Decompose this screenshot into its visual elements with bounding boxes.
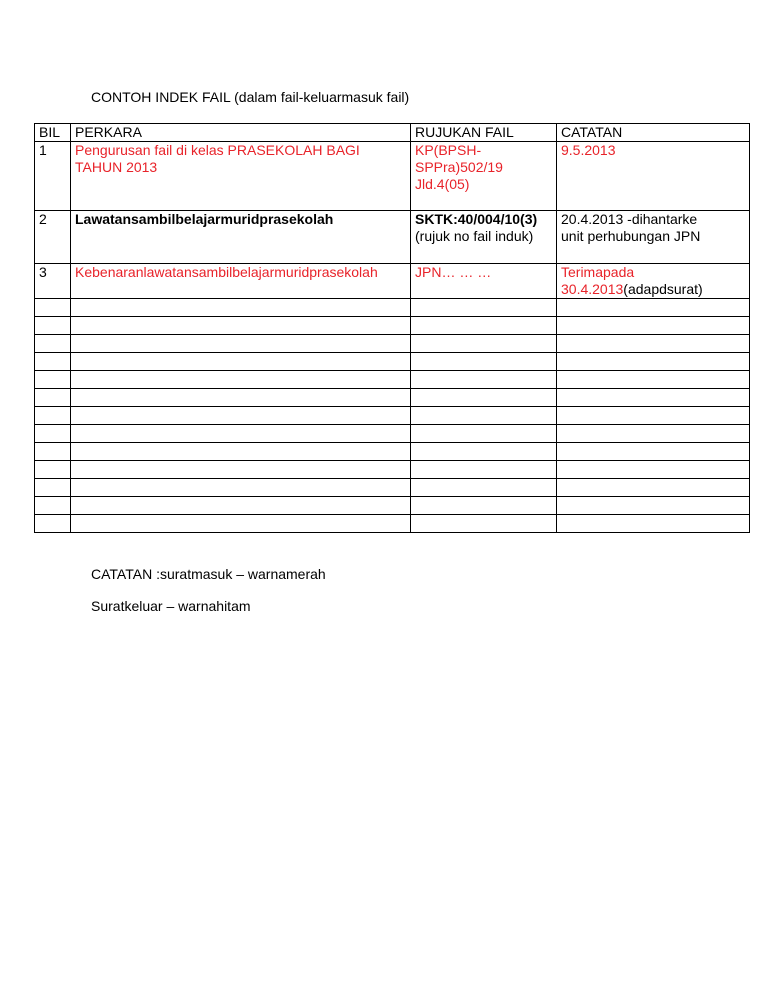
empty-cell <box>557 407 750 425</box>
table-row-empty <box>35 407 750 425</box>
row-3-catatan-date: 30.4.2013 <box>561 281 624 297</box>
empty-cell <box>557 425 750 443</box>
empty-cell <box>35 335 71 353</box>
row-1-rujukan <box>411 142 557 211</box>
empty-cell <box>35 515 71 533</box>
empty-cell <box>557 299 750 317</box>
row-1-perkara: Pengurusan fail di kelas PRASEKOLAH BAGI TAHUN 2013 <box>71 142 411 211</box>
empty-cell <box>35 317 71 335</box>
table-row-empty <box>35 479 750 497</box>
row-1-rujukan-line-2: SPPra)502/19 <box>415 159 503 175</box>
legend-incoming: CATATAN :suratmasuk – warnamerah <box>91 566 326 582</box>
empty-cell <box>71 371 411 389</box>
header-bil: BIL <box>35 124 71 142</box>
empty-cell <box>71 317 411 335</box>
row-2-catatan-line-2: unit perhubungan JPN <box>561 228 701 244</box>
legend-outgoing: Suratkeluar – warnahitam <box>91 598 251 614</box>
row-3-perkara: Kebenaranlawatansambilbelajarmuridprasekolah <box>71 264 411 299</box>
table-row <box>35 264 750 299</box>
row-3-bil: 3 <box>35 264 71 299</box>
row-3-catatan-line-1: Terimapada <box>561 264 635 280</box>
empty-cell <box>411 335 557 353</box>
empty-cell <box>71 515 411 533</box>
row-1-rujukan-line-3: Jld.4(05) <box>415 176 470 192</box>
table-row-empty <box>35 317 750 335</box>
table-row-empty <box>35 515 750 533</box>
empty-cell <box>557 461 750 479</box>
row-1-catatan: 9.5.2013 <box>557 142 750 211</box>
row-1-bil: 1 <box>35 142 71 211</box>
empty-cell <box>411 497 557 515</box>
empty-cell <box>411 407 557 425</box>
table-header-row <box>35 124 750 142</box>
empty-cell <box>35 425 71 443</box>
table-row-empty <box>35 461 750 479</box>
empty-cell <box>557 371 750 389</box>
header-rujukan-fail: RUJUKAN FAIL <box>411 124 557 142</box>
empty-cell <box>411 371 557 389</box>
row-3-rujukan: JPN… … … <box>411 264 557 299</box>
empty-cell <box>35 407 71 425</box>
empty-cell <box>71 479 411 497</box>
empty-cell <box>71 335 411 353</box>
empty-cell <box>557 317 750 335</box>
table-row <box>35 142 750 211</box>
header-perkara: PERKARA <box>71 124 411 142</box>
empty-cell <box>411 353 557 371</box>
row-1-rujukan-line-1: KP(BPSH- <box>415 142 482 158</box>
table-row-empty <box>35 497 750 515</box>
table-row-empty <box>35 371 750 389</box>
empty-cell <box>35 479 71 497</box>
empty-cell <box>35 461 71 479</box>
row-2-rujukan <box>411 211 557 264</box>
empty-cell <box>35 497 71 515</box>
empty-cell <box>35 371 71 389</box>
row-2-catatan-line-1: 20.4.2013 -dihantarke <box>561 211 698 227</box>
document-title <box>91 89 409 106</box>
empty-cell <box>411 317 557 335</box>
empty-cell <box>411 479 557 497</box>
table-row-empty <box>35 389 750 407</box>
empty-cell <box>557 497 750 515</box>
empty-cell <box>557 335 750 353</box>
file-index-table <box>34 123 750 533</box>
header-catatan: CATATAN <box>557 124 750 142</box>
row-2-rujukan-code: SKTK:40/004/10(3) <box>415 211 538 227</box>
empty-cell <box>35 299 71 317</box>
table-row-empty <box>35 443 750 461</box>
document-title-sub: (dalam fail-keluarmasuk fail) <box>234 89 410 105</box>
empty-cell <box>557 515 750 533</box>
row-3-catatan <box>557 264 750 299</box>
empty-cell <box>557 389 750 407</box>
empty-cell <box>71 461 411 479</box>
empty-cell <box>35 353 71 371</box>
empty-cell <box>35 443 71 461</box>
table-row-empty <box>35 425 750 443</box>
empty-cell <box>411 515 557 533</box>
empty-cell <box>557 479 750 497</box>
empty-cell <box>71 443 411 461</box>
empty-cell <box>411 425 557 443</box>
row-3-catatan-note: (adapdsurat) <box>623 281 703 297</box>
empty-cell <box>71 299 411 317</box>
empty-cell <box>71 425 411 443</box>
row-2-bil: 2 <box>35 211 71 264</box>
row-2-catatan <box>557 211 750 264</box>
empty-cell <box>71 497 411 515</box>
empty-cell <box>557 443 750 461</box>
empty-cell <box>71 407 411 425</box>
table-row-empty <box>35 353 750 371</box>
empty-cell <box>411 299 557 317</box>
row-2-perkara: Lawatansambilbelajarmuridprasekolah <box>71 211 411 264</box>
table-row <box>35 211 750 264</box>
document-title-main: CONTOH INDEK FAIL <box>91 89 231 105</box>
empty-cell <box>411 461 557 479</box>
empty-cell <box>35 389 71 407</box>
empty-cell <box>557 353 750 371</box>
table-row-empty <box>35 335 750 353</box>
empty-cell <box>71 353 411 371</box>
row-2-rujukan-note: (rujuk no fail induk) <box>415 228 534 244</box>
empty-cell <box>411 389 557 407</box>
empty-cell <box>71 389 411 407</box>
table-row-empty <box>35 299 750 317</box>
empty-cell <box>411 443 557 461</box>
